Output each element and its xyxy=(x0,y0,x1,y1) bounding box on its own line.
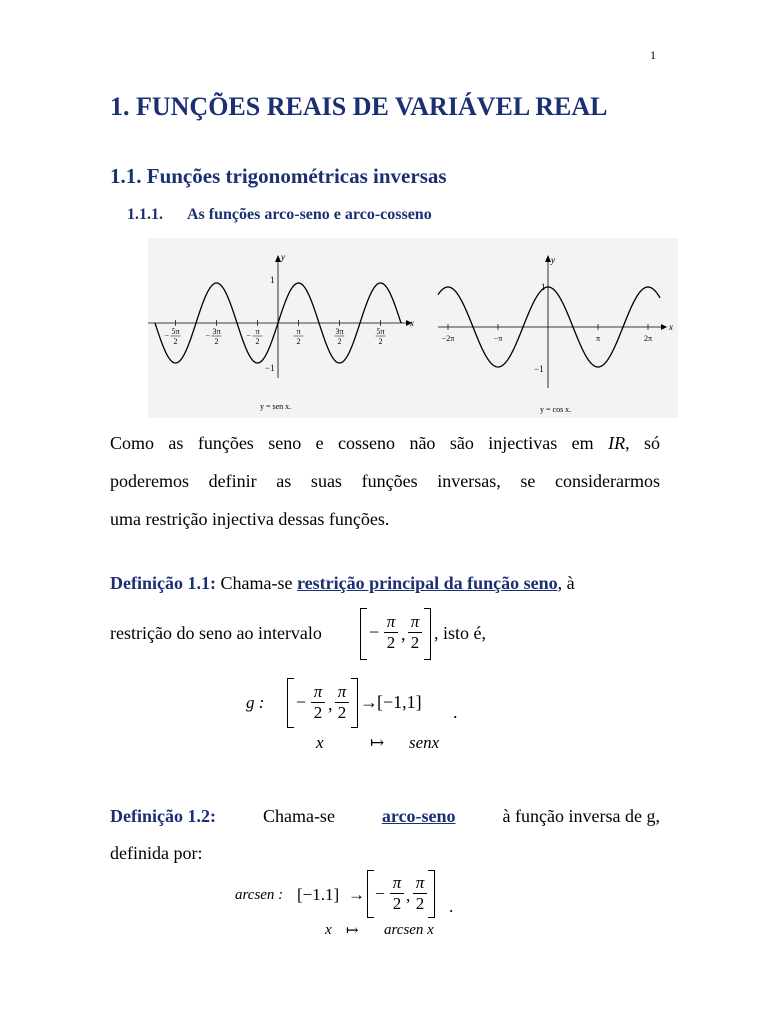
sine-y-tick-neg: −1 xyxy=(265,363,275,373)
right-bracket xyxy=(351,678,358,728)
sine-tick-numerator: π xyxy=(255,327,260,336)
left-bracket xyxy=(287,678,294,728)
minus-sign: − xyxy=(296,692,307,712)
sine-x-label: x xyxy=(410,318,414,328)
definition-text: , à xyxy=(557,573,575,593)
ir-symbol: IR xyxy=(608,433,626,453)
subsection-number: 1.1.1. xyxy=(127,206,163,223)
sine-caption: y = sen x. xyxy=(260,402,292,411)
paragraph-line-1 xyxy=(110,424,660,462)
sine-tick-numerator: 3π xyxy=(335,327,344,336)
sine-tick-denominator: 2 xyxy=(255,337,260,346)
definition-1-1-heading xyxy=(110,573,575,594)
left-bracket xyxy=(360,608,367,660)
sine-tick-minus: − xyxy=(164,331,170,340)
definition-1-2-term: arco-seno xyxy=(381,806,456,826)
frac-num: π xyxy=(410,612,420,631)
definition-1-2-label: Definição 1.2: xyxy=(110,806,216,826)
definition-1-2-heading xyxy=(110,806,660,827)
cosine-y-tick-neg: −1 xyxy=(534,364,544,374)
minus-sign: − xyxy=(375,884,385,903)
map-image: arcsen x xyxy=(384,922,434,938)
right-bracket xyxy=(428,870,435,918)
frac-num: π xyxy=(415,873,425,892)
sine-tick-denominator: 2 xyxy=(296,337,301,346)
cosine-caption: y = cos x. xyxy=(540,405,572,414)
fraction-neg-pi-2 xyxy=(390,873,404,914)
definition-text: à função inversa de g, xyxy=(502,806,660,826)
map-var: x xyxy=(316,733,324,752)
period: . xyxy=(449,897,454,916)
sine-tick-denominator: 2 xyxy=(378,337,383,346)
definition-text: Chama-se xyxy=(262,806,335,826)
trig-graphs-figure xyxy=(148,238,678,418)
sine-tick-minus: − xyxy=(246,331,252,340)
subsection-label: As funções arco-seno e arco-cosseno xyxy=(187,206,432,223)
paragraph-text: , só xyxy=(625,433,660,453)
fraction-pi-2 xyxy=(413,873,427,914)
definition-1-1-line2-end: , isto é, xyxy=(434,623,486,643)
frac-num: π xyxy=(386,612,396,631)
codomain: [−1,1] xyxy=(377,692,422,712)
chapter-title: 1. FUNÇÕES REAIS DE VARIÁVEL REAL xyxy=(110,92,608,121)
section-title: 1.1. Funções trigonométricas inversas xyxy=(110,164,447,188)
right-bracket xyxy=(424,608,431,660)
frac-den: 2 xyxy=(337,703,347,722)
arrow: → xyxy=(360,692,378,712)
comma: , xyxy=(328,694,333,714)
cosine-tick-label: π xyxy=(595,334,601,343)
sine-tick-denominator: 2 xyxy=(173,337,178,346)
frac-den: 2 xyxy=(415,894,425,913)
definition-1-2-line2: definida por: xyxy=(110,843,203,863)
sine-tick-numerator: π xyxy=(296,327,301,336)
cosine-x-label: x xyxy=(669,322,673,332)
map-var: x xyxy=(325,922,332,938)
comma: , xyxy=(406,886,411,905)
fraction-neg-pi-2 xyxy=(311,682,325,723)
paragraph-text: Como as funções seno e cosseno não são injectivas em xyxy=(110,433,594,453)
mapsto: ↦ xyxy=(346,923,359,939)
definition-1-1-label: Definição 1.1: xyxy=(110,573,216,593)
cosine-tick-label: −π xyxy=(493,334,503,343)
frac-den: 2 xyxy=(386,633,396,652)
map-image: senx xyxy=(409,733,440,752)
sine-tick-numerator: 5π xyxy=(171,327,180,336)
map-arcsen-name: arcsen : xyxy=(235,887,284,903)
paragraph-line-2: poderemos definir as suas funções inversas, se considerarmos xyxy=(110,471,660,491)
definition-text: Chama-se xyxy=(215,573,297,593)
sine-y-tick-pos: 1 xyxy=(270,275,275,285)
fraction-pi-2 xyxy=(335,682,349,723)
arrow: → xyxy=(348,885,365,904)
cosine-tick-label: 2π xyxy=(643,334,653,343)
sine-tick-denominator: 2 xyxy=(337,337,342,346)
subsection-title xyxy=(127,206,432,224)
paragraph-line-3: uma restrição injectiva dessas funções. xyxy=(110,509,390,529)
frac-den: 2 xyxy=(313,703,323,722)
sine-tick-denominator: 2 xyxy=(214,337,219,346)
fraction-neg-pi-2 xyxy=(384,612,398,653)
frac-den: 2 xyxy=(410,633,420,652)
cosine-y-label: y xyxy=(551,255,555,265)
frac-den: 2 xyxy=(392,894,402,913)
domain: [−1.1] xyxy=(297,885,340,904)
sine-tick-numerator: 3π xyxy=(212,327,221,336)
cosine-y-tick-pos: 1 xyxy=(541,282,546,292)
frac-num: π xyxy=(337,682,347,701)
sine-y-label: y xyxy=(281,252,285,262)
map-g-name: g : xyxy=(246,693,265,712)
trig-graphs-svg xyxy=(148,238,678,418)
mapsto: ↦ xyxy=(370,733,385,752)
period: . xyxy=(453,702,458,722)
intro-paragraph xyxy=(110,424,660,538)
sine-tick-minus: − xyxy=(205,331,211,340)
definition-1-1-term: restrição principal da função seno xyxy=(296,573,558,593)
cosine-tick-label: −2π xyxy=(441,334,455,343)
frac-num: π xyxy=(313,682,323,701)
page-number: 1 xyxy=(650,48,656,62)
fraction-pi-2 xyxy=(408,612,422,653)
sine-tick-numerator: 5π xyxy=(376,327,385,336)
frac-num: π xyxy=(392,873,402,892)
figure-background xyxy=(148,238,678,418)
minus-sign: − xyxy=(369,622,380,642)
comma: , xyxy=(401,624,406,644)
left-bracket xyxy=(367,870,374,918)
definition-1-1-line2: restrição do seno ao intervalo xyxy=(110,623,322,643)
